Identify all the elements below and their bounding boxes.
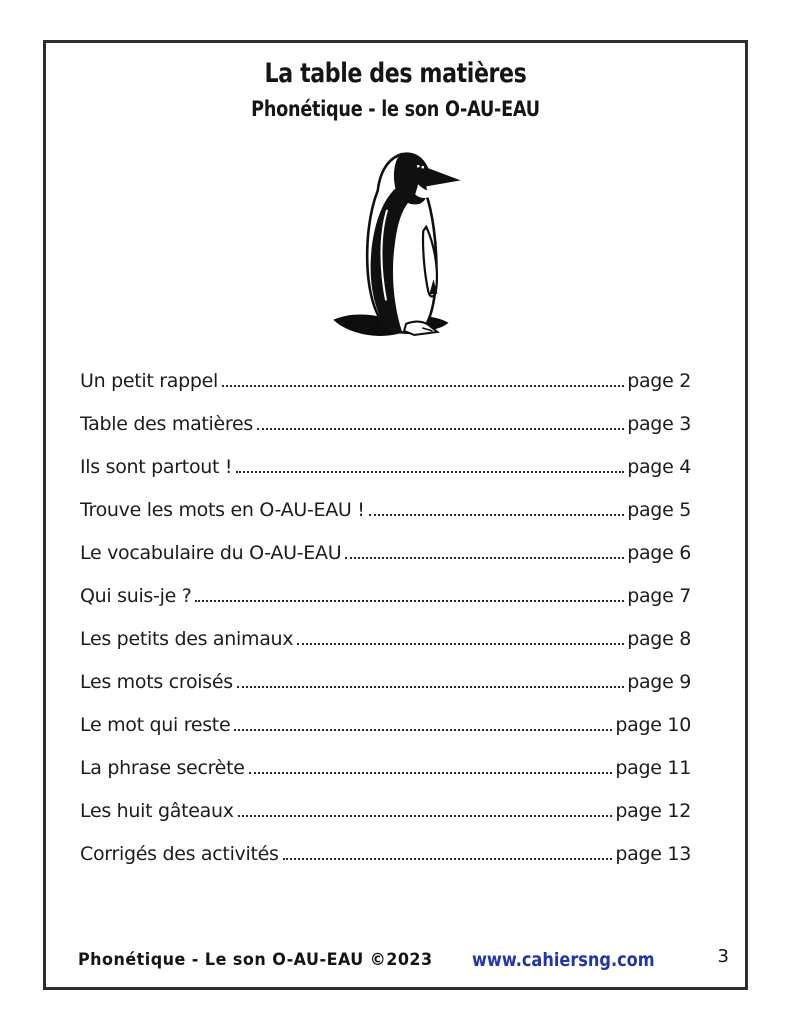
toc-entry-label: Table des matières (80, 413, 254, 435)
toc-entry-label: Le vocabulaire du O-AU-EAU (80, 542, 342, 564)
toc-leader-dots (297, 629, 624, 645)
toc-entry-label: Qui suis-je ? (80, 585, 192, 607)
toc-leader-dots (369, 500, 625, 516)
page-title: La table des matières (264, 58, 527, 89)
toc-entry-label: Trouve les mots en O-AU-EAU ! (80, 499, 365, 521)
toc-entry-label: Les mots croisés (80, 671, 233, 693)
toc-entry (80, 671, 691, 695)
toc-entry-page: page 7 (627, 585, 691, 607)
page-subtitle: Phonétique - le son O-AU-EAU (251, 97, 540, 121)
toc-leader-dots (222, 371, 624, 387)
toc-entry (80, 757, 691, 781)
toc-entry (80, 714, 691, 738)
toc-leader-dots (236, 457, 624, 473)
toc-entry-page: page 9 (627, 671, 691, 693)
toc-entry-page: page 13 (615, 843, 691, 865)
toc-leader-dots (257, 414, 624, 430)
toc-entry (80, 370, 691, 394)
toc-entry (80, 843, 691, 867)
toc-entry-label: Les huit gâteaux (80, 800, 234, 822)
penguin-illustration (316, 148, 468, 340)
toc-entry (80, 413, 691, 437)
toc-entry-label: Les petits des animaux (80, 628, 294, 650)
toc-entry-page: page 4 (627, 456, 691, 478)
toc-entry (80, 800, 691, 824)
toc-entry (80, 499, 691, 523)
toc-entry-page: page 8 (627, 628, 691, 650)
toc-leader-dots (238, 801, 613, 817)
toc-entry-page: page 6 (627, 542, 691, 564)
toc-entry-page: page 3 (627, 413, 691, 435)
toc-entry-page: page 10 (615, 714, 691, 736)
toc-entry-page: page 11 (615, 757, 691, 779)
toc-entry-label: Un petit rappel (80, 370, 219, 392)
toc-entry-label: Le mot qui reste (80, 714, 231, 736)
toc-leader-dots (237, 672, 624, 688)
toc-entry-page: page 12 (615, 800, 691, 822)
toc-leader-dots (195, 586, 624, 602)
toc-entry (80, 542, 691, 566)
toc-leader-dots (283, 844, 613, 860)
toc-entry (80, 585, 691, 609)
toc-entry (80, 456, 691, 480)
footer-website-link[interactable]: www.cahiersng.com (472, 949, 655, 971)
footer-page-number: 3 (717, 946, 729, 967)
toc-entry (80, 628, 691, 652)
toc-entry-page: page 5 (627, 499, 691, 521)
toc-entry-page: page 2 (627, 370, 691, 392)
toc-leader-dots (249, 758, 613, 774)
toc-leader-dots (234, 715, 612, 731)
footer-booklet-title: Phonétique - Le son O-AU-EAU ©2023 (78, 950, 433, 970)
toc-leader-dots (345, 543, 624, 559)
toc-entry-label: Corrigés des activités (80, 843, 279, 865)
toc-entry-label: La phrase secrète (80, 757, 245, 779)
toc-list (80, 370, 691, 886)
toc-entry-label: Ils sont partout ! (80, 456, 233, 478)
